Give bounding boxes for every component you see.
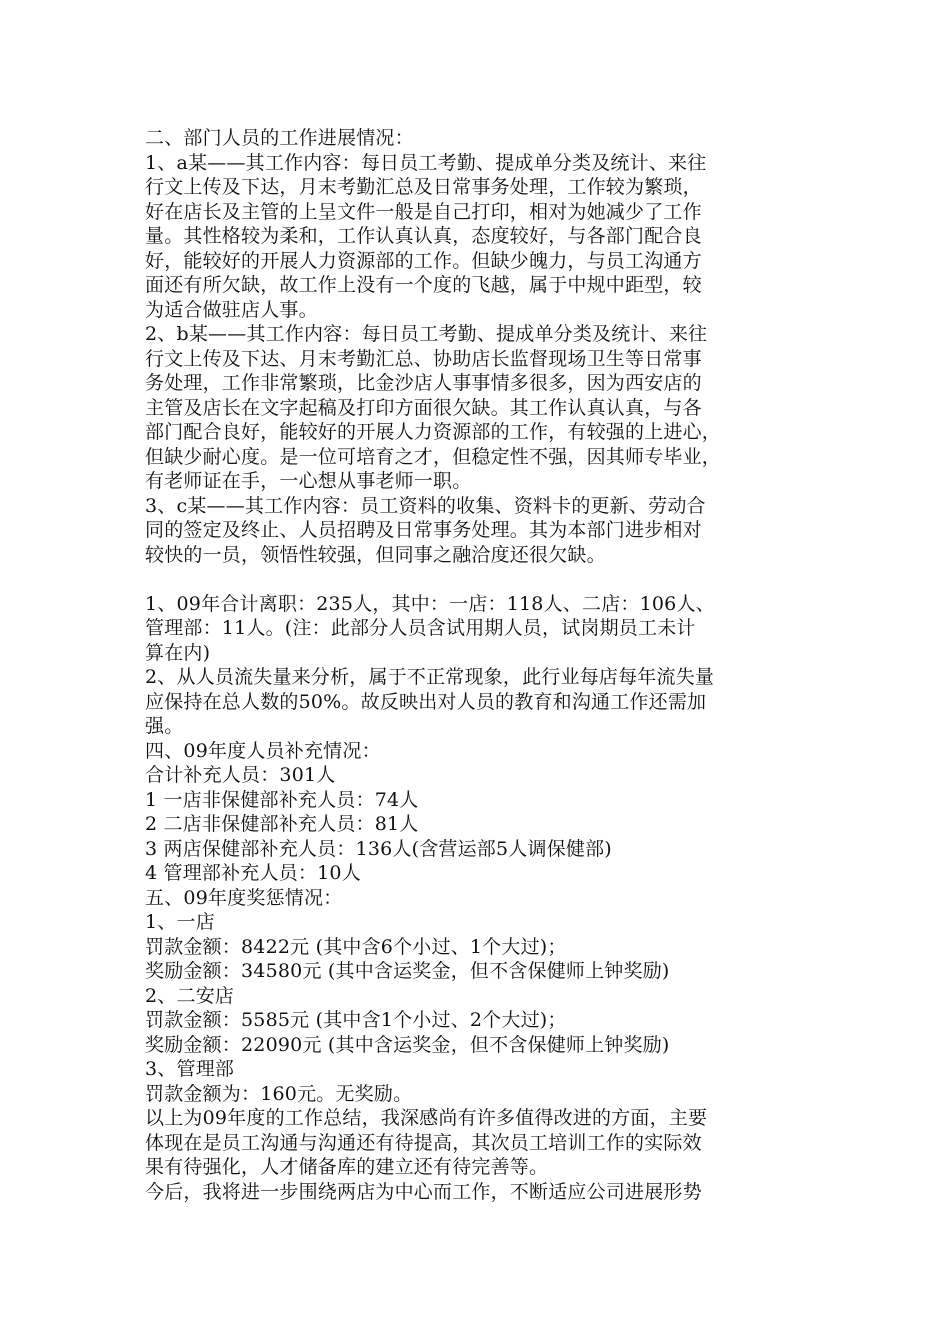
paragraph-line: 管理部：11人。(注：此部分人员含试用期人员，试岗期员工未计 <box>145 617 696 639</box>
paragraph-line: 罚款金额：5585元 (其中含1个小过、2个大过)； <box>145 1009 567 1031</box>
paragraph-line: 果有待强化，人才储备库的建立还有待完善等。 <box>145 1156 549 1178</box>
list-item: 4 管理部补充人员：10人 <box>145 862 361 884</box>
paragraph-line: 1、a某——其工作内容：每日员工考勤、提成单分类及统计、来往 <box>145 151 707 174</box>
paragraph-line: 较快的一员，领悟性较强，但同事之融洽度还很欠缺。 <box>145 543 606 566</box>
paragraph-line: 以上为09年度的工作总结，我深感尚有许多值得改进的方面，主要 <box>145 1107 708 1129</box>
paragraph-line: 有老师证在手，一心想从事老师一职。 <box>145 470 472 492</box>
paragraph-line: 2、从人员流失量来分析，属于不正常现象，此行业每店每年流失量 <box>145 666 715 688</box>
section-heading-rewards-penalties: 五、09年度奖惩情况： <box>145 886 343 909</box>
blank-line <box>145 567 815 592</box>
paragraph-line: 面还有所欠缺，故工作上没有一个度的飞越，属于中规中距型，较 <box>145 274 702 296</box>
paragraph-line: 3、c某——其工作内容：员工资料的收集、资料卡的更新、劳动合 <box>145 494 706 517</box>
paragraph-line: 1、09年合计离职：235人，其中：一店：118人、二店：106人、 <box>145 592 715 615</box>
paragraph-line: 合计补充人员：301人 <box>145 764 336 786</box>
paragraph-line: 好在店长及主管的上呈文件一般是自己打印，相对为她减少了工作 <box>145 200 702 223</box>
paragraph-line: 应保持在总人数的50%。故反映出对人员的教育和沟通工作还需加 <box>145 690 707 713</box>
paragraph-line: 罚款金额为：160元。无奖励。 <box>145 1082 413 1105</box>
paragraph-line: 行文上传及下达、月末考勤汇总、协助店长监督现场卫生等日常事 <box>145 347 702 370</box>
list-item: 1 一店非保健部补充人员：74人 <box>145 788 419 811</box>
paragraph-line: 但缺少耐心度。是一位可培育之才，但稳定性不强，因其师专毕业， <box>145 445 722 468</box>
paragraph-line: 奖励金额：22090元 (其中含运奖金，但不含保健师上钟奖励) <box>145 1033 670 1056</box>
paragraph-line: 强。 <box>145 715 184 737</box>
subheading-management: 3、管理部 <box>145 1058 235 1080</box>
subheading-store-two: 2、二安店 <box>145 984 235 1007</box>
paragraph-line: 罚款金额：8422元 (其中含6个小过、1个大过)； <box>145 935 567 958</box>
list-item: 3 两店保健部补充人员：136人(含营运部5人调保健部) <box>145 837 612 860</box>
subheading-store-one: 1、一店 <box>145 911 215 933</box>
list-item: 2 二店非保健部补充人员：81人 <box>145 813 419 835</box>
paragraph-line: 今后，我将进一步围绕两店为中心而工作，不断适应公司进展形势 <box>145 1180 702 1203</box>
paragraph-line: 好，能较好的开展人力资源部的工作。但缺少魄力，与员工沟通方 <box>145 249 702 272</box>
paragraph-line: 主管及店长在文字起稿及打印方面很欠缺。其工作认真认真，与各 <box>145 396 702 419</box>
section-heading-staff-progress: 二、部门人员的工作进展情况： <box>145 127 414 149</box>
paragraph-line: 2、b某——其工作内容：每日员工考勤、提成单分类及统计、来往 <box>145 323 708 345</box>
paragraph-line: 同的签定及终止、人员招聘及日常事务处理。其为本部门进步相对 <box>145 519 702 541</box>
paragraph-line: 务处理，工作非常繁琐，比金沙店人事事情多很多，因为西安店的 <box>145 372 702 394</box>
paragraph-line: 奖励金额：34580元 (其中含运奖金，但不含保健师上钟奖励) <box>145 960 670 982</box>
document-body <box>145 126 815 1204</box>
paragraph-line: 算在内) <box>145 641 211 664</box>
section-heading-staff-supplement: 四、09年度人员补充情况： <box>145 739 381 762</box>
paragraph-line: 量。其性格较为柔和，工作认真认真，态度较好，与各部门配合良 <box>145 225 702 247</box>
paragraph-line: 体现在是员工沟通与沟通还有待提高，其次员工培训工作的实际效 <box>145 1131 702 1154</box>
paragraph-line: 部门配合良好，能较好的开展人力资源部的工作，有较强的上进心， <box>145 421 722 443</box>
paragraph-line: 行文上传及下达，月末考勤汇总及日常事务处理，工作较为繁琐， <box>145 176 702 198</box>
paragraph-line: 为适合做驻店人事。 <box>145 298 318 321</box>
